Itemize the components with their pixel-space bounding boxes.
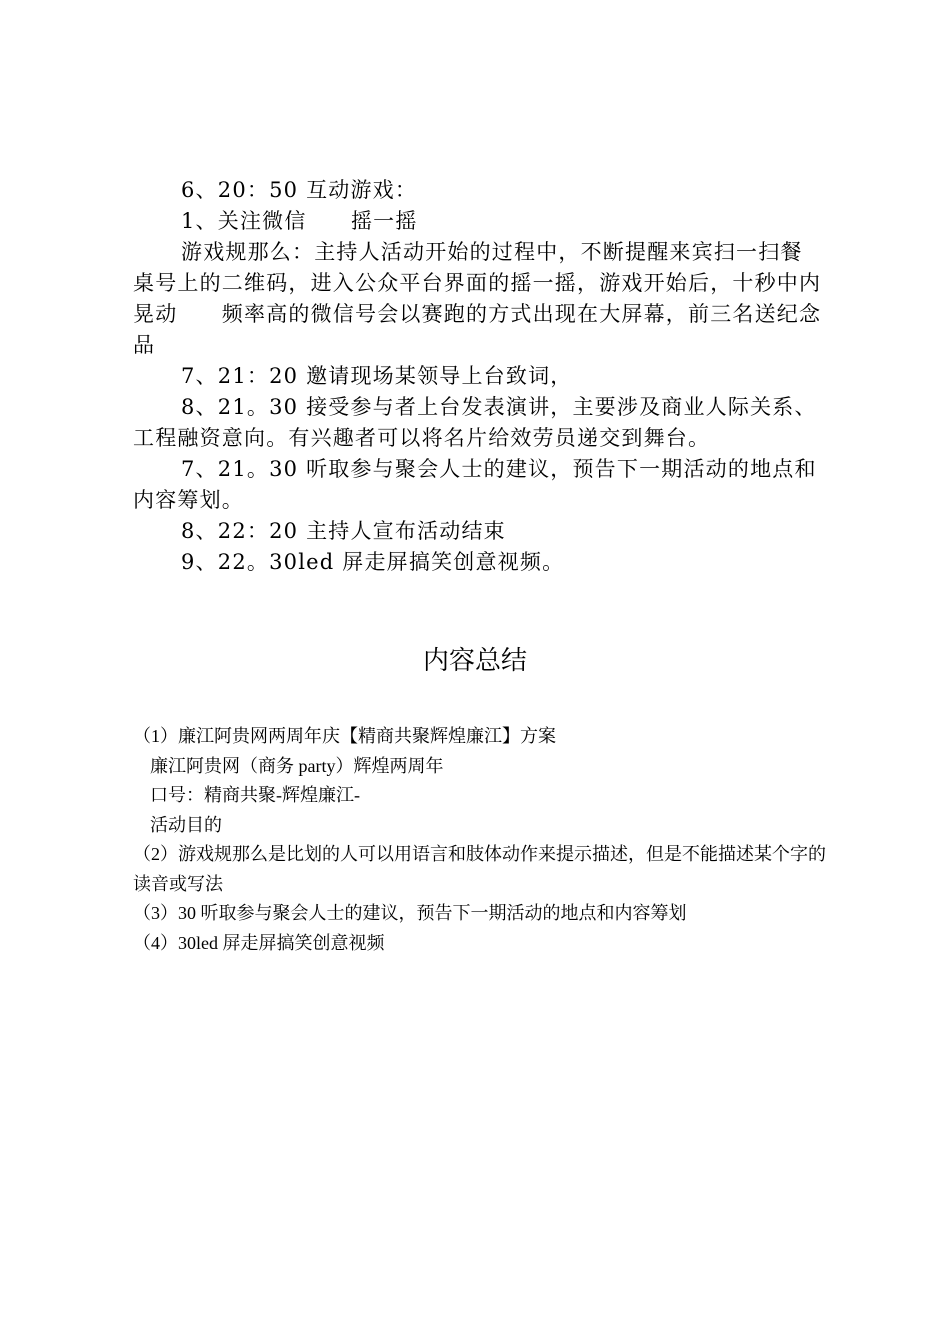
summary-item: （4）30led 屏走屏搞笑创意视频	[133, 932, 385, 953]
summary-item: 廉江阿贵网（商务 party）辉煌两周年	[150, 755, 444, 776]
paragraph: 9、22。30led 屏走屏搞笑创意视频。	[181, 550, 565, 574]
paragraph: 8、22：20 主持人宣布活动结束	[181, 519, 506, 543]
summary-item: （2）游戏规那么是比划的人可以用语言和肢体动作来提示描述，但是不能描述某个字的读音或写法	[133, 844, 826, 894]
summary-item: 活动目的	[150, 814, 222, 835]
body-text	[133, 175, 823, 578]
summary-item: 口号：精商共聚-辉煌廉江-	[150, 785, 360, 805]
paragraph: 1、关注微信 摇一摇	[181, 209, 418, 233]
summary-list	[133, 722, 833, 958]
paragraph: 7、21。30 听取参与聚会人士的建议，预告下一期活动的地点和内容筹划。	[133, 457, 817, 512]
summary-item: （1）廉江阿贵网两周年庆【精商共聚辉煌廉江】方案	[133, 726, 556, 746]
paragraph: 6、20：50 互动游戏：	[181, 178, 418, 202]
paragraph: 8、21。30 接受参与者上台发表演讲，主要涉及商业人际关系、工程融资意向。有兴趣者可以将名片给效劳员递交到舞台。	[133, 395, 817, 450]
summary-title: 内容总结	[422, 646, 527, 676]
paragraph: 7、21：20 邀请现场某领导上台致词，	[181, 364, 573, 388]
paragraph: 游戏规那么：主持人活动开始的过程中，不断提醒来宾扫一扫餐桌号上的二维码，进入公众平台界面的摇一摇，游戏开始后，十秒中内晃动 频率高的微信号会以赛跑的方式出现在大屏幕，前三名送纪念品	[133, 240, 822, 357]
summary-item: （3）30 听取参与聚会人士的建议，预告下一期活动的地点和内容筹划	[133, 903, 687, 923]
